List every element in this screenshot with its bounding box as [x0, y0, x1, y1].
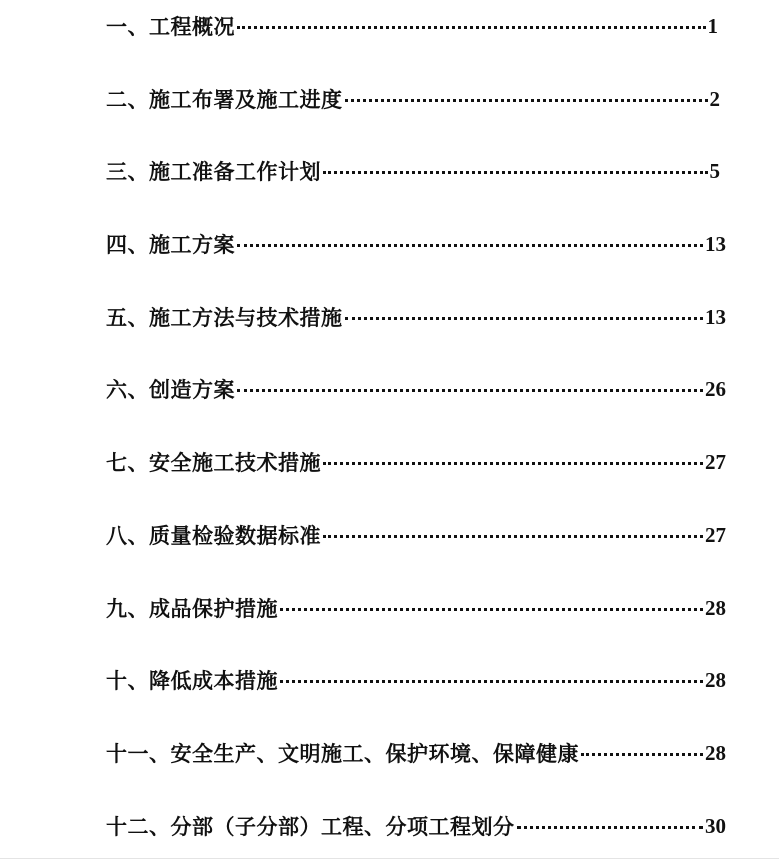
toc-entry-6[interactable] [106, 371, 726, 407]
toc-entry-3[interactable] [106, 153, 720, 189]
toc-dot-leader [581, 753, 703, 756]
toc-entry-10[interactable] [106, 662, 726, 698]
toc-entry-title: 十、降低成本措施 [106, 668, 278, 693]
toc-entry-title: 十二、分部（子分部）工程、分项工程划分 [106, 814, 515, 839]
toc-entry-7[interactable] [106, 444, 726, 480]
toc-page-number: 28 [705, 740, 726, 765]
toc-page-number: 28 [705, 667, 726, 692]
toc-dot-leader [323, 171, 708, 174]
toc-entry-title: 一、工程概况 [106, 14, 235, 39]
toc-entry-title: 二、施工布署及施工进度 [106, 87, 343, 112]
toc-dot-leader [280, 680, 703, 683]
toc-page-number: 2 [709, 86, 720, 111]
toc-page-number: 13 [705, 304, 726, 329]
toc-page-number: 28 [705, 595, 726, 620]
toc-entry-title: 三、施工准备工作计划 [106, 159, 321, 184]
toc-dot-leader [323, 462, 703, 465]
toc-dot-leader [345, 99, 708, 102]
toc-entry-title: 七、安全施工技术措施 [106, 450, 321, 475]
toc-page-number: 1 [707, 13, 718, 38]
toc-page-number: 26 [705, 376, 726, 401]
toc-dot-leader [345, 317, 704, 320]
toc-page-number: 27 [705, 522, 726, 547]
toc-dot-leader [323, 535, 703, 538]
toc-entry-8[interactable] [106, 517, 726, 553]
toc-entry-5[interactable] [106, 299, 726, 335]
toc-page-number: 30 [705, 813, 726, 838]
toc-dot-leader [280, 608, 703, 611]
toc-page-number: 13 [705, 231, 726, 256]
toc-entry-title: 十一、安全生产、文明施工、保护环境、保障健康 [106, 741, 579, 766]
toc-entry-title: 五、施工方法与技术措施 [106, 305, 343, 330]
toc-dot-leader [237, 389, 703, 392]
page-bottom-divider [0, 858, 779, 859]
toc-entry-9[interactable] [106, 590, 726, 626]
toc-entry-title: 九、成品保护措施 [106, 596, 278, 621]
toc-dot-leader [237, 244, 703, 247]
toc-entry-title: 八、质量检验数据标准 [106, 523, 321, 548]
toc-entry-title: 四、施工方案 [106, 232, 235, 257]
toc-entry-11[interactable] [106, 735, 726, 771]
toc-dot-leader [517, 826, 704, 829]
toc-dot-leader [237, 26, 706, 29]
toc-entry-12[interactable] [106, 808, 726, 844]
toc-entry-1[interactable] [106, 8, 718, 44]
toc-entry-4[interactable] [106, 226, 726, 262]
toc-entry-2[interactable] [106, 81, 720, 117]
toc-page-number: 5 [709, 158, 720, 183]
toc-page-number: 27 [705, 449, 726, 474]
toc-entry-title: 六、创造方案 [106, 377, 235, 402]
